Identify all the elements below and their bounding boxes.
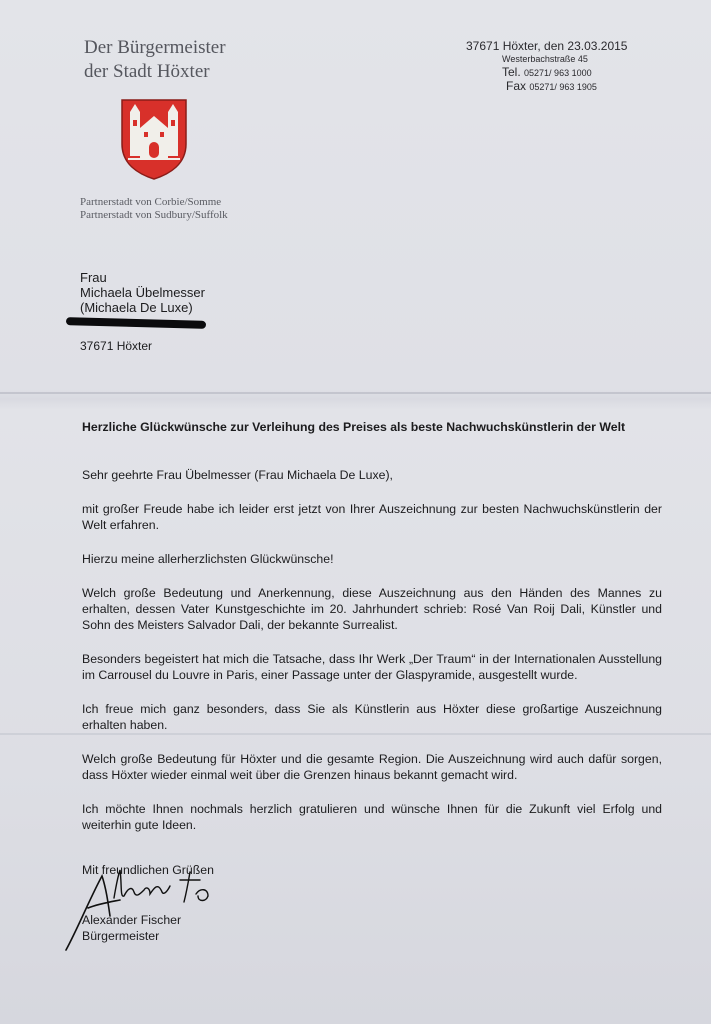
tel-number: 05271/ 963 1000 [524, 68, 592, 78]
recipient-city: 37671 Höxter [80, 339, 153, 353]
fax-label: Fax [506, 79, 527, 93]
letter-paragraph: Welch große Bedeutung und Anerkennung, diese Auszeichnung aus den Händen des Mannes zu erhalten, dessen Vater Kunstgeschichte im 20. Jahrhundert schrieb: Rosé Van Roij Dali, Künstler und Sohn des Meisters Salvador Dali, der bekannte Surrealist. [82, 586, 662, 632]
paper-fold [0, 392, 711, 394]
letterhead-title-line: Der Bürgermeister [84, 37, 226, 58]
contact-block [466, 40, 627, 94]
redaction-bar [66, 317, 206, 329]
coat-of-arms-icon [120, 98, 188, 180]
partner-cities [80, 196, 228, 222]
recipient-name: Michaela Übelmesser [80, 285, 205, 300]
tel-label: Tel. [502, 65, 521, 79]
recipient-address [80, 270, 205, 315]
closing-greeting: Mit freundlichen Grüßen [82, 863, 214, 877]
partner-city-line: Partnerstadt von Corbie/Somme [80, 196, 222, 208]
signer-name: Alexander Fischer [82, 913, 182, 927]
letter-paragraph: Ich freue mich ganz besonders, dass Sie als Künstlerin aus Höxter diese großartige Auszeichnung erhalten haben. [82, 702, 662, 732]
place-date: 37671 Höxter, den 23.03.2015 [466, 39, 628, 53]
signer-title: Bürgermeister [82, 929, 160, 943]
recipient-alias: (Michaela De Luxe) [80, 300, 193, 315]
letter-paragraph: Sehr geehrte Frau Übelmesser (Frau Michaela De Luxe), [82, 468, 393, 482]
letter-paragraph: mit großer Freude habe ich leider erst jetzt von Ihrer Auszeichnung zur besten Nachwuchskünstlerin der Welt erfahren. [82, 502, 662, 532]
letter-paragraph: Besonders begeistert hat mich die Tatsache, dass Ihr Werk „Der Traum“ in der Internationalen Ausstellung im Carrousel du Louvre in Paris, einer Passage unter der Glaspyramide, ausgestellt wurde. [82, 652, 662, 682]
letter-paragraph: Ich möchte Ihnen nochmals herzlich gratulieren und wünsche Ihnen für die Zukunft viel Erfolg und weiterhin gute Ideen. [82, 802, 662, 832]
signer-block [82, 912, 181, 944]
street-address: Westerbachstraße 45 [502, 54, 588, 64]
letter-body [82, 467, 662, 851]
partner-city-line: Partnerstadt von Sudbury/Suffolk [80, 209, 228, 221]
fax-number: 05271/ 963 1905 [529, 82, 597, 92]
letter-paragraph: Welch große Bedeutung für Höxter und die gesamte Region. Die Auszeichnung wird auch dafür sorgen, dass Höxter wieder einmal weit über die Grenzen hinaus bekannt gemacht wird. [82, 752, 662, 782]
recipient-salutation: Frau [80, 270, 107, 285]
letterhead-title-line: der Stadt Höxter [84, 61, 210, 82]
letter-subject: Herzliche Glückwünsche zur Verleihung des Preises als beste Nachwuchskünstlerin der Welt [82, 420, 626, 434]
letterhead-sender [84, 36, 226, 84]
letter-paragraph: Hierzu meine allerherzlichsten Glückwünsche! [82, 552, 334, 566]
